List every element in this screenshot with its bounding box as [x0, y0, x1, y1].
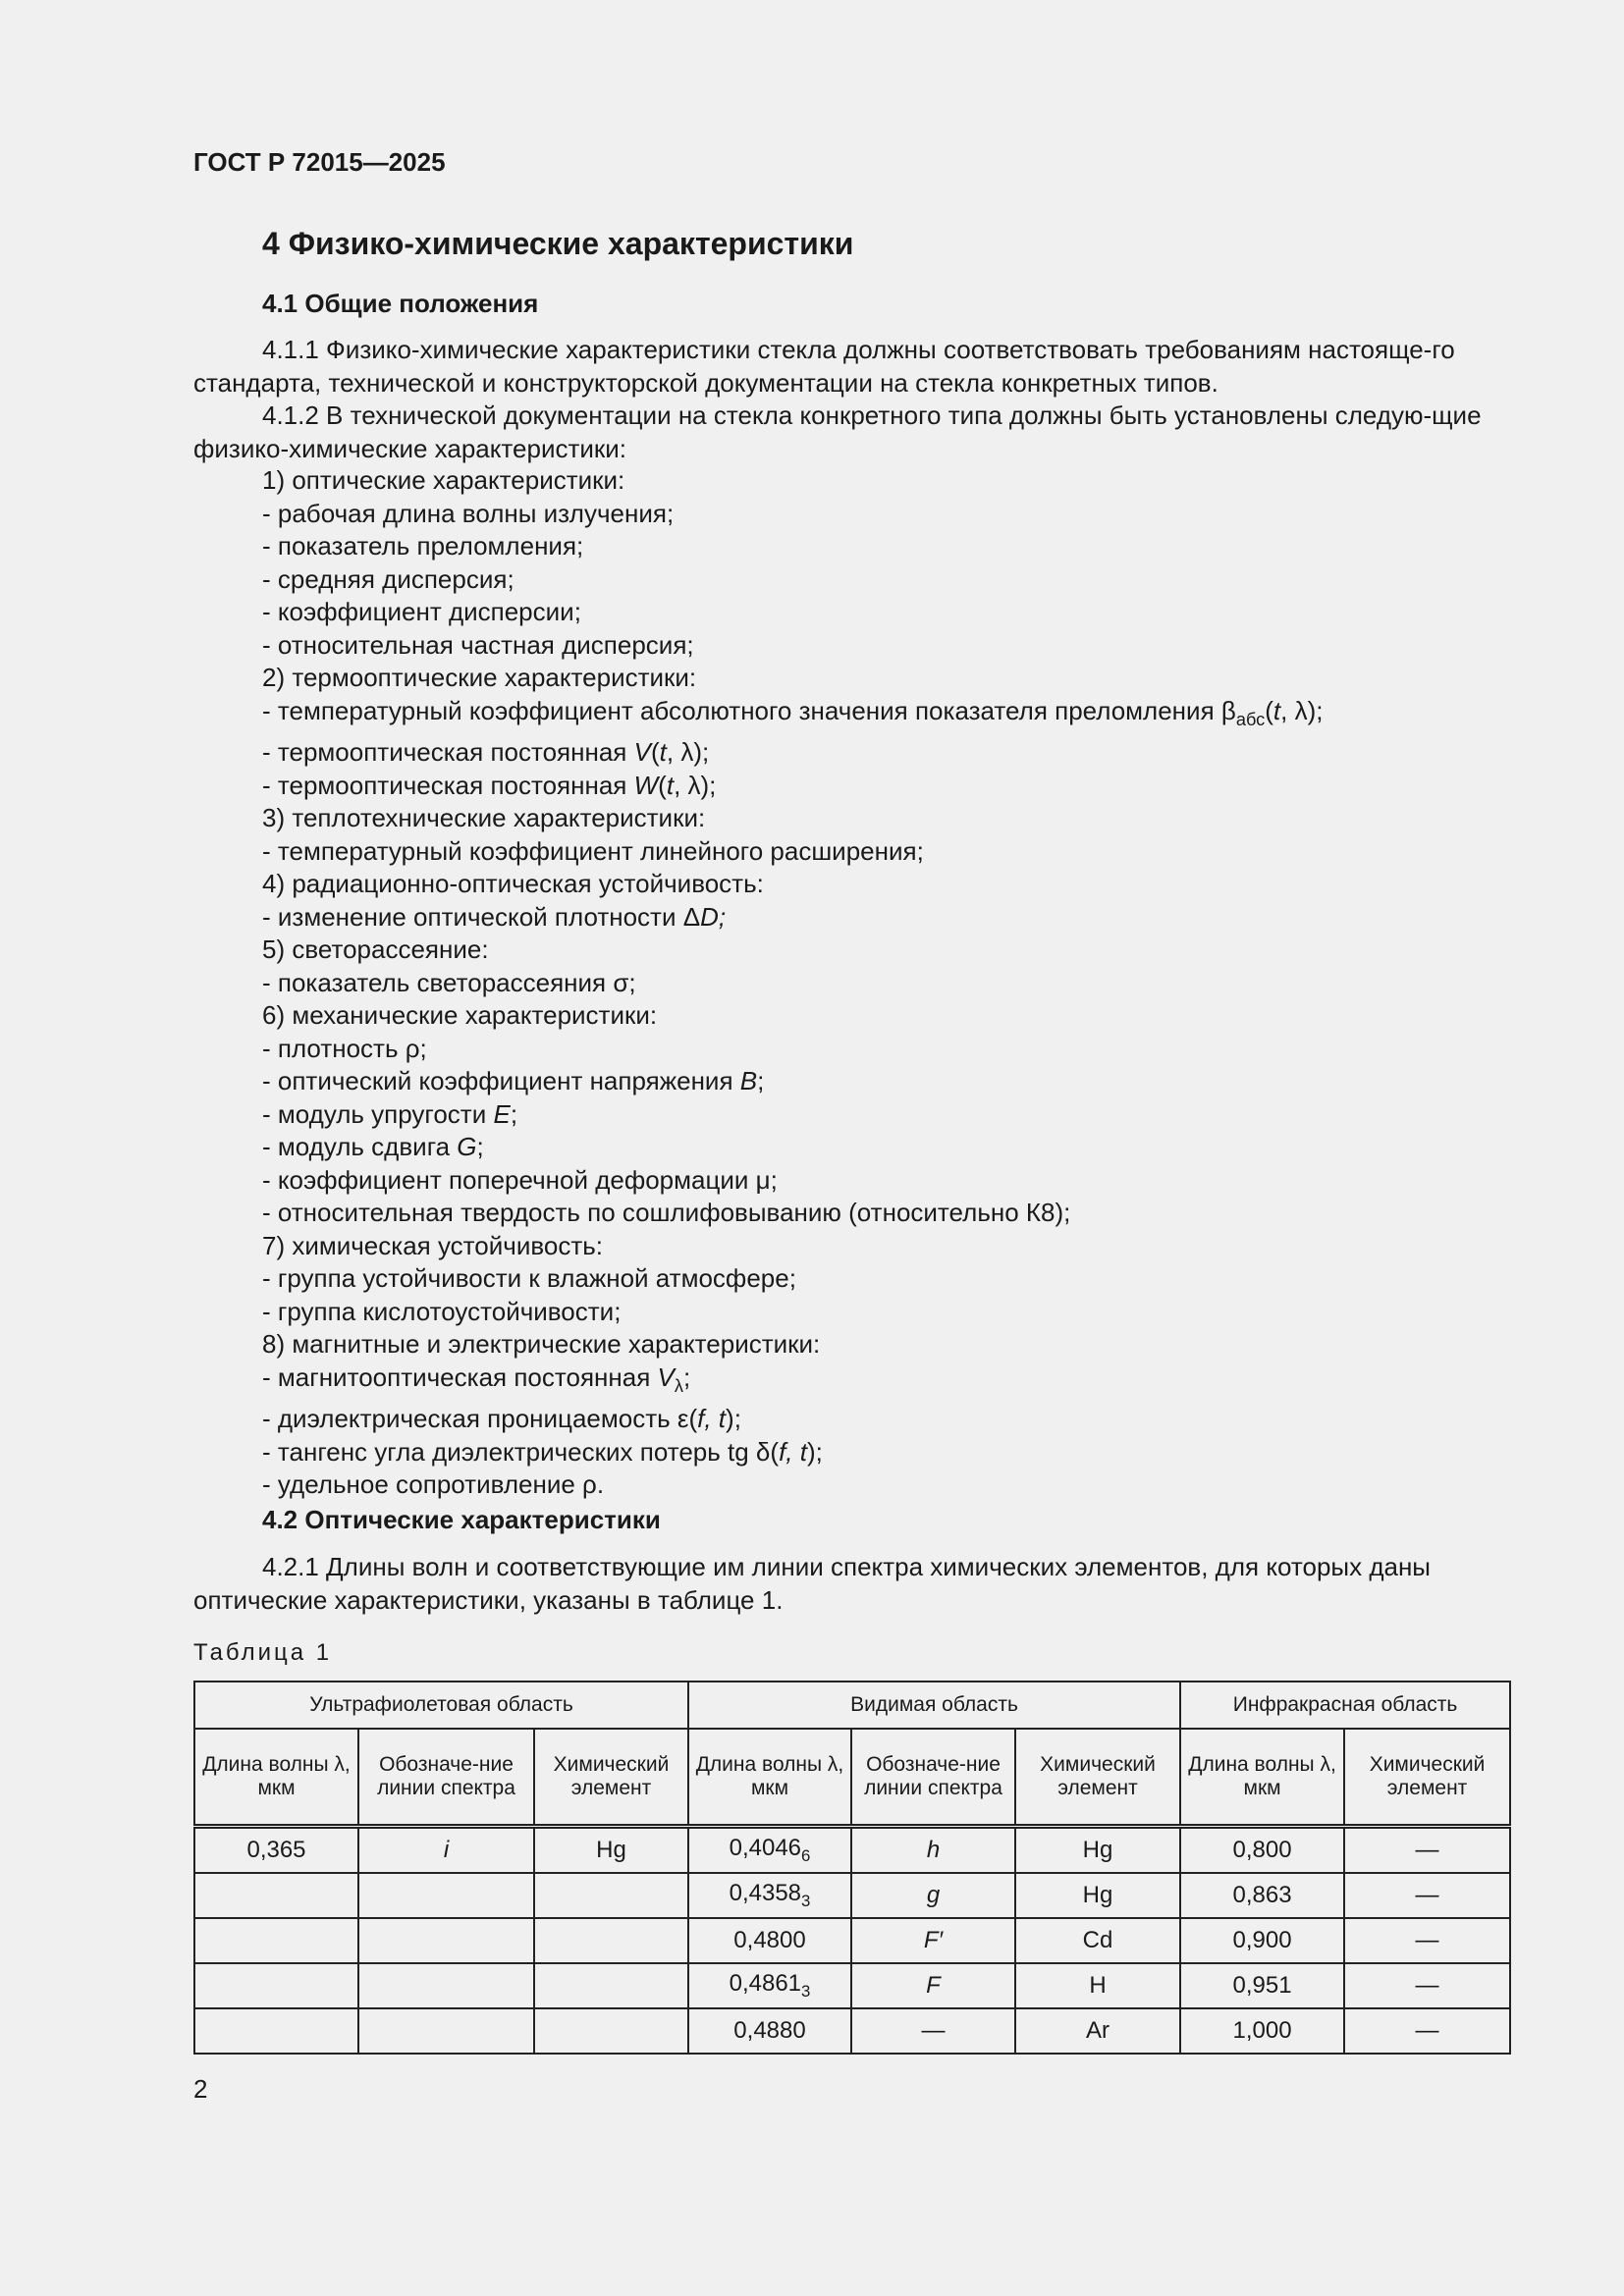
paragraph-4-1-1-2 — [193, 334, 1509, 465]
cell-ir-element — [1344, 1918, 1510, 1963]
cell-ir-element — [1344, 1963, 1510, 2008]
cell-uv-element — [534, 2008, 688, 2054]
cell-vis-line — [851, 1963, 1015, 2008]
section-4-1-title: 4.1 Общие положения — [262, 289, 539, 318]
cell-vis-line — [851, 1873, 1015, 1918]
cell-vis-wavelength-text: 0,4880 — [733, 2017, 806, 2044]
list-item: 1) оптические характеристики: — [262, 465, 625, 495]
cell-ir-wavelength-text: 0,863 — [1232, 1882, 1292, 1908]
cell-ir-wavelength — [1180, 1873, 1344, 1918]
cell-vis-wavelength-text: 0,4800 — [733, 1927, 806, 1953]
col-header-ir-wavelength: Длина волны λ, мкм — [1180, 1729, 1344, 1827]
list-item: 3) теплотехнические характеристики: — [262, 803, 706, 833]
cell-ir-element — [1344, 2008, 1510, 2054]
cell-vis-line-text: F′ — [923, 1927, 944, 1953]
list-item: - модуль упругости E; — [262, 1098, 518, 1129]
list-item: - тангенс угла диэлектрических потерь tg δ(f, t); — [262, 1436, 823, 1467]
list-item: - термооптическая постоянная W(t, λ); — [262, 770, 717, 800]
list-item: 4) радиационно-оптическая устойчивость: — [262, 869, 764, 899]
cell-vis-element — [1015, 1873, 1180, 1918]
table-row — [194, 1963, 1510, 2008]
list-item: - группа устойчивости к влажной атмосфере; — [262, 1263, 796, 1294]
list-item: 5) светорассеяние: — [262, 934, 489, 965]
paragraph-4-1-1: 4.1.1 Физико-химические характеристики стекла должны соответствовать требованиям настояще-го стандарта, технической и конструкторской документации на стекла конкретных типов. — [193, 335, 1455, 398]
characteristics-list — [262, 464, 1324, 1502]
cell-ir-element-text: — — [1415, 1972, 1439, 1999]
cell-vis-element-text: Hg — [1082, 1882, 1113, 1908]
list-item: - оптический коэффициент напряжения B; — [262, 1066, 765, 1096]
list-item: - группа кислотоустойчивости; — [262, 1296, 622, 1326]
list-item: 2) термооптические характеристики: — [262, 663, 697, 692]
list-item: - магнитооптическая постоянная $V_\lambda$; — [262, 1362, 691, 1396]
list-item: - изменение оптической плотности ΔD; — [262, 901, 727, 932]
cell-vis-element — [1015, 1963, 1180, 2008]
section-4-2-title: 4.2 Оптические характеристики — [262, 1505, 661, 1534]
cell-vis-wavelength-text: 0,4358 — [729, 1880, 802, 1907]
cell-vis-wavelength — [688, 1873, 851, 1918]
section-4-title: 4 Физико-химические характеристики — [262, 226, 854, 261]
cell-uv-line-text: i — [443, 1837, 450, 1863]
cell-vis-wavelength — [688, 1827, 851, 1874]
cell-uv-element — [534, 1918, 688, 1963]
cell-uv-line — [358, 1827, 534, 1874]
list-item: - температурный коэффициент абсолютного значения показателя преломления $\beta_{абс}(t$, λ); — [262, 695, 1324, 729]
list-item: - коэффициент дисперсии; — [262, 597, 581, 626]
cell-vis-element-text: Ar — [1086, 2017, 1110, 2044]
cell-vis-line-text: h — [926, 1837, 941, 1863]
cell-ir-wavelength-text: 0,951 — [1232, 1972, 1292, 1999]
table-row — [194, 1918, 1510, 1963]
paragraph-4-2-1-block — [193, 1551, 1509, 1617]
cell-vis-element-text: Cd — [1082, 1927, 1113, 1953]
group-header-visible: Видимая область — [688, 1682, 1180, 1729]
cell-vis-wavelength — [688, 1963, 851, 2008]
wavelength-subscript: 6 — [801, 1845, 811, 1865]
cell-vis-line-text: g — [926, 1882, 941, 1908]
list-item: - температурный коэффициент линейного расширения; — [262, 835, 924, 866]
cell-ir-wavelength-text: 0,800 — [1232, 1837, 1292, 1863]
cell-uv-line — [358, 2008, 534, 2054]
cell-vis-wavelength — [688, 2008, 851, 2054]
col-header-vis-wavelength: Длина волны λ, мкм — [688, 1729, 851, 1827]
wavelength-subscript: 3 — [801, 1891, 811, 1910]
cell-uv-element-text: Hg — [596, 1837, 626, 1863]
col-header-vis-line: Обозначе-ние линии спектра — [851, 1729, 1015, 1827]
col-header-uv-line: Обозначе-ние линии спектра — [358, 1729, 534, 1827]
cell-uv-line — [358, 1963, 534, 2008]
cell-vis-element — [1015, 1827, 1180, 1874]
cell-uv-line — [358, 1873, 534, 1918]
list-item: - показатель светорассеяния σ; — [262, 967, 636, 997]
cell-vis-line-text: F — [926, 1972, 941, 1999]
cell-uv-wavelength — [194, 1918, 358, 1963]
cell-ir-element-text: — — [1415, 1927, 1439, 1953]
cell-vis-wavelength-text: 0,4861 — [729, 1970, 802, 1998]
cell-vis-line — [851, 2008, 1015, 2054]
cell-ir-wavelength-text: 1,000 — [1232, 2017, 1292, 2044]
cell-uv-wavelength — [194, 2008, 358, 2054]
cell-vis-line — [851, 1918, 1015, 1963]
cell-uv-element — [534, 1963, 688, 2008]
cell-uv-wavelength — [194, 1963, 358, 2008]
list-item: - относительная твердость по сошлифовыванию (относительно К8); — [262, 1198, 1071, 1228]
table-1 — [193, 1681, 1511, 2055]
list-item: - рабочая длина волны излучения; — [262, 498, 675, 528]
cell-ir-wavelength — [1180, 1963, 1344, 2008]
list-item: - относительная частная дисперсия; — [262, 629, 694, 660]
list-item: - термооптическая постоянная V(t, λ); — [262, 737, 710, 768]
list-item: - диэлектрическая проницаемость ε(f, t); — [262, 1404, 741, 1434]
list-item: - средняя дисперсия; — [262, 563, 514, 594]
cell-ir-element — [1344, 1873, 1510, 1918]
cell-ir-wavelength — [1180, 2008, 1344, 2054]
cell-vis-element — [1015, 2008, 1180, 2054]
col-header-vis-element: Химический элемент — [1015, 1729, 1180, 1827]
list-item: 6) механические характеристики: — [262, 1000, 658, 1031]
cell-ir-element-text: — — [1415, 2017, 1439, 2044]
cell-vis-line — [851, 1827, 1015, 1874]
list-item: - показатель преломления; — [262, 531, 584, 561]
cell-vis-element-text: H — [1089, 1972, 1107, 1999]
cell-vis-line-text: — — [921, 2017, 946, 2044]
table-caption: Таблица 1 — [193, 1639, 333, 1666]
cell-uv-element — [534, 1827, 688, 1874]
col-header-ir-element: Химический элемент — [1344, 1729, 1510, 1827]
table-row — [194, 1873, 1510, 1918]
group-header-ir: Инфракрасная область — [1180, 1682, 1510, 1729]
paragraph-4-2-1: 4.2.1 Длины волн и соответствующие им линии спектра химических элементов, для которых даны оптические характеристики, указаны в таблице 1. — [193, 1552, 1431, 1615]
cell-ir-wavelength — [1180, 1827, 1344, 1874]
cell-vis-element — [1015, 1918, 1180, 1963]
cell-uv-wavelength-text: 0,365 — [246, 1837, 306, 1863]
cell-uv-wavelength — [194, 1827, 358, 1874]
wavelength-subscript: 3 — [801, 1981, 811, 2001]
list-item: 7) химическая устойчивость: — [262, 1230, 604, 1260]
list-item: 8) магнитные и электрические характеристики: — [262, 1329, 821, 1360]
group-header-uv: Ультрафиолетовая область — [194, 1682, 688, 1729]
cell-uv-element — [534, 1873, 688, 1918]
cell-ir-wavelength — [1180, 1918, 1344, 1963]
list-item: - коэффициент поперечной деформации μ; — [262, 1164, 778, 1195]
cell-vis-wavelength-text: 0,4046 — [729, 1835, 802, 1862]
cell-ir-element-text: — — [1415, 1882, 1439, 1908]
table-row — [194, 1827, 1510, 1874]
list-item: - модуль сдвига G; — [262, 1132, 484, 1162]
cell-vis-element-text: Hg — [1082, 1837, 1113, 1863]
standard-number: ГОСТ Р 72015—2025 — [193, 147, 446, 177]
list-item: - удельное сопротивление ρ. — [262, 1469, 605, 1500]
cell-ir-element-text: — — [1415, 1837, 1439, 1863]
col-header-uv-wavelength: Длина волны λ, мкм — [194, 1729, 358, 1827]
cell-ir-wavelength-text: 0,900 — [1232, 1927, 1292, 1953]
page-number: 2 — [193, 2074, 208, 2104]
list-item: - плотность ρ; — [262, 1033, 427, 1063]
col-header-uv-element: Химический элемент — [534, 1729, 688, 1827]
cell-ir-element — [1344, 1827, 1510, 1874]
paragraph-4-1-2: 4.1.2 В технической документации на стекла конкретного типа должны быть установлены следую-щие физико-химические характеристики: — [193, 400, 1482, 463]
table-row — [194, 2008, 1510, 2054]
cell-uv-line — [358, 1918, 534, 1963]
cell-uv-wavelength — [194, 1873, 358, 1918]
cell-vis-wavelength — [688, 1918, 851, 1963]
